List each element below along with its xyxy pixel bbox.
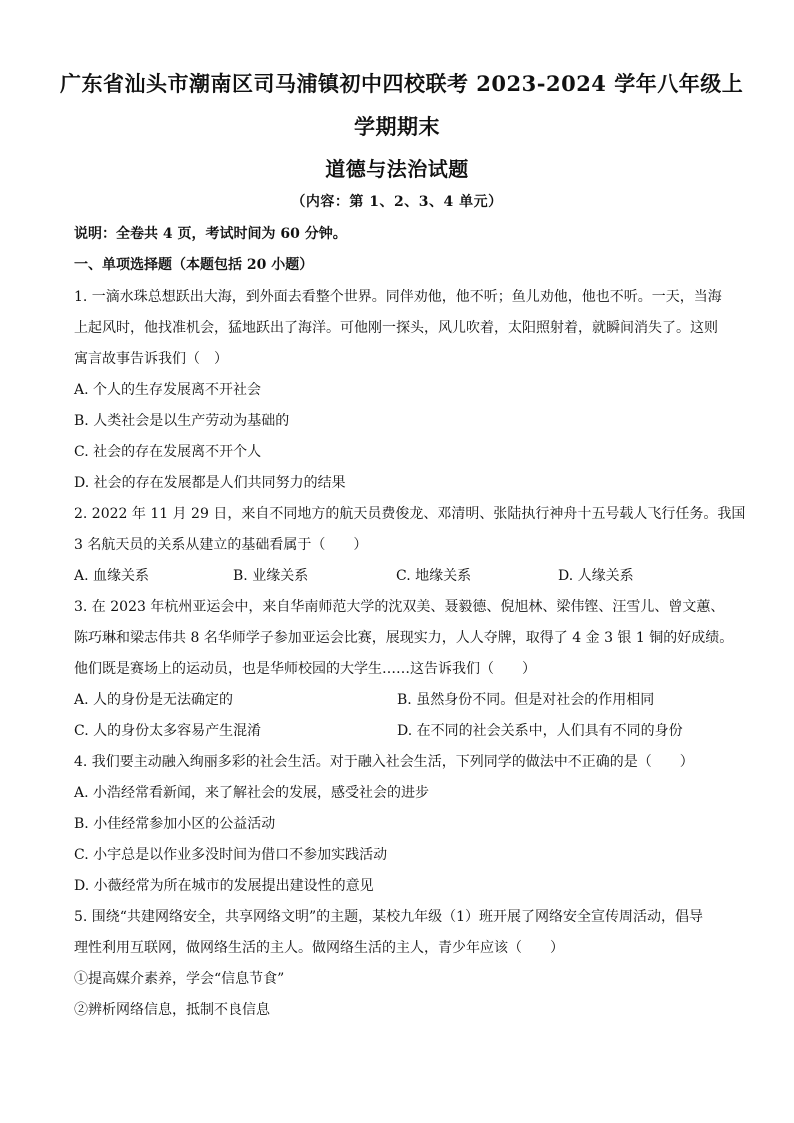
answer-option: B. 业缘关系 [233, 568, 309, 584]
question-text: 3 名航天员的关系从建立的基础看属于（ ） [74, 537, 368, 553]
section-heading: 一、单项选择题（本题包括 20 小题） [74, 257, 314, 273]
answer-option: C. 社会的存在发展离不开个人 [74, 444, 262, 460]
question-text: 上起风时，他找准机会，猛地跃出了海洋。可他刚一探头，风儿吹着，太阳照射着，就瞬间消失了。这则 [74, 320, 718, 336]
answer-option: B. 小佳经常参加小区的公益活动 [74, 816, 276, 832]
answer-option: ②辨析网络信息，抵制不良信息 [74, 1002, 270, 1018]
exam-title-line2: 学期期末 [354, 114, 440, 139]
answer-option: A. 小浩经常看新闻，来了解社会的发展，感受社会的进步 [74, 785, 430, 801]
answer-option: B. 虽然身份不同。但是对社会的作用相同 [397, 692, 655, 708]
question-text: 寓言故事告诉我们（ ） [74, 351, 228, 367]
exam-scope: （内容：第 1、2、3、4 单元） [291, 194, 503, 210]
question-text: 陈巧琳和梁志伟共 8 名华师学子参加亚运会比赛，展现实力，人人夺牌，取得了 4 金 3 银 1 铜的好成绩。 [74, 630, 734, 646]
answer-option: C. 地缘关系 [396, 568, 472, 584]
exam-title-line1: 广东省汕头市潮南区司马浦镇初中四校联考 2023-2024 学年八年级上 [60, 71, 744, 96]
question-text: 3. 在 2023 年杭州亚运会中，来自华南师范大学的沈双美、聂毅德、倪旭林、梁伟铿、汪雪儿、曾文蕙、 [74, 599, 725, 615]
answer-option: D. 人缘关系 [558, 568, 634, 584]
answer-option: B. 人类社会是以生产劳动为基础的 [74, 413, 290, 429]
question-text: 2. 2022 年 11 月 29 日，来自不同地方的航天员费俊龙、邓清明、张陆执行神舟十五号载人飞行任务。我国 [74, 506, 746, 522]
answer-option: A. 人的身份是无法确定的 [74, 692, 234, 708]
answer-option: C. 小宇总是以作业多没时间为借口不参加实践活动 [74, 847, 388, 863]
question-text: 理性利用互联网，做网络生活的主人。做网络生活的主人，青少年应该（ ） [74, 940, 564, 956]
answer-option: A. 血缘关系 [74, 568, 150, 584]
answer-option: D. 社会的存在发展都是人们共同努力的结果 [74, 475, 346, 491]
answer-option: D. 在不同的社会关系中，人们具有不同的身份 [397, 723, 683, 739]
question-text: 4. 我们要主动融入绚丽多彩的社会生活。对于融入社会生活，下列同学的做法中不正确的是（ ） [74, 754, 694, 770]
question-text: 他们既是赛场上的运动员，也是华师校园的大学生……这告诉我们（ ） [74, 661, 536, 677]
question-text: 5. 围绕“共建网络安全，共享网络文明”的主题，某校九年级（1）班开展了网络安全宣传周活动，倡导 [74, 909, 704, 925]
answer-option: D. 小薇经常为所在城市的发展提出建设性的意见 [74, 878, 374, 894]
answer-option: C. 人的身份太多容易产生混淆 [74, 723, 262, 739]
answer-option: A. 个人的生存发展离不开社会 [74, 382, 262, 398]
instructions: 说明：全卷共 4 页，考试时间为 60 分钟。 [74, 226, 347, 242]
subject-title: 道德与法治试题 [325, 157, 469, 181]
question-text: 1. 一滴水珠总想跃出大海，到外面去看整个世界。同伴劝他，他不听；鱼儿劝他，他也不听。一天，当海 [74, 289, 722, 305]
answer-option: ①提高媒介素养，学会“信息节食” [74, 971, 285, 987]
